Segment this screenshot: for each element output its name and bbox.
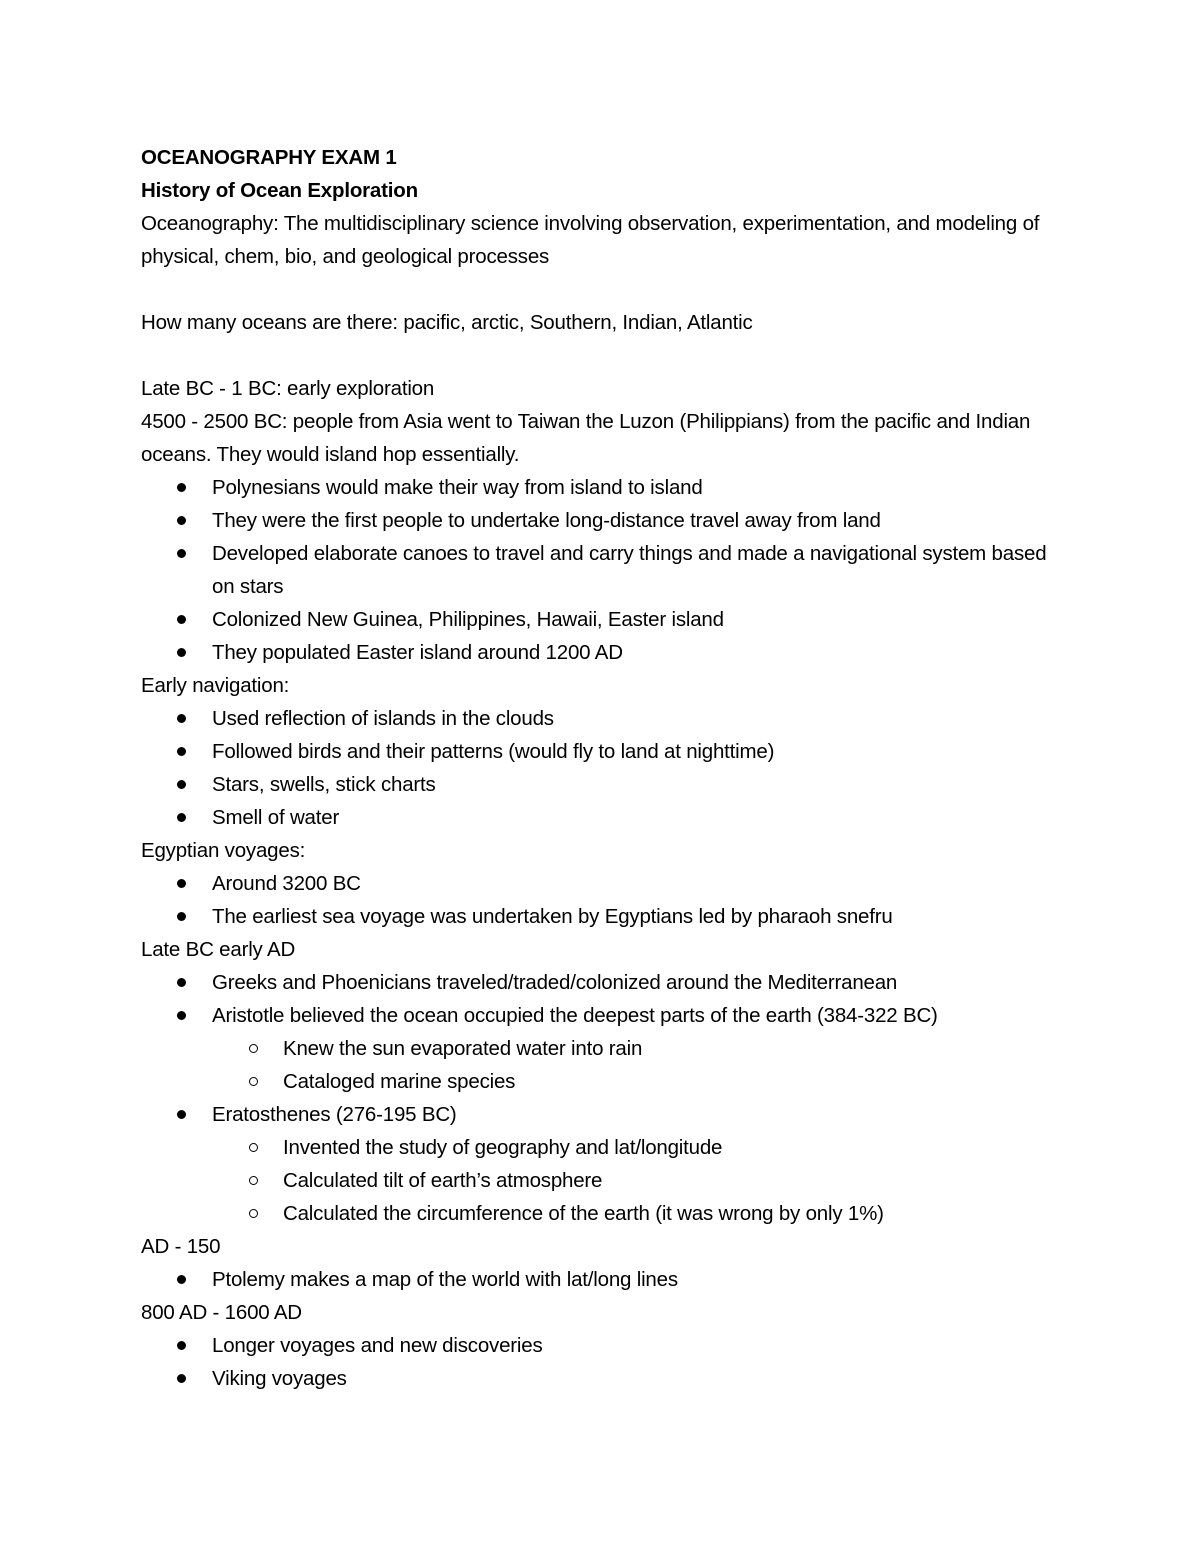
bullet-icon (177, 549, 186, 558)
bullet-icon (177, 879, 186, 888)
bullet-icon (177, 978, 186, 987)
egyptian-voyages-list (141, 867, 1061, 933)
bullet-icon (177, 813, 186, 822)
oceans-question: How many oceans are there: pacific, arctic, Southern, Indian, Atlantic (141, 311, 753, 334)
hollow-bullet-icon (249, 1209, 258, 1218)
list-item: Viking voyages (141, 1362, 1052, 1395)
sub-list-item: Cataloged marine species (141, 1065, 1061, 1098)
document-title: OCEANOGRAPHY EXAM 1 (141, 146, 397, 169)
ad-150-list (141, 1263, 1061, 1296)
bullet-icon (177, 714, 186, 723)
early-navigation-list (141, 702, 1061, 834)
bullet-icon (177, 912, 186, 921)
hollow-bullet-icon (249, 1143, 258, 1152)
section-heading-late-bc-early-ad: Late BC early AD (141, 938, 296, 961)
list-item: The earliest sea voyage was undertaken by Egyptians led by pharaoh snefru (141, 900, 1052, 933)
hollow-bullet-icon (249, 1077, 258, 1086)
list-item: Used reflection of islands in the clouds (141, 702, 1052, 735)
bullet-icon (177, 648, 186, 657)
bullet-icon (177, 780, 186, 789)
bullet-icon (177, 747, 186, 756)
sub-list-item: Invented the study of geography and lat/longitude (141, 1131, 1061, 1164)
blank-line (141, 273, 1061, 306)
section-heading-ad-150: AD - 150 (141, 1235, 221, 1258)
bullet-icon (177, 1374, 186, 1383)
list-item: Colonized New Guinea, Philippines, Hawaii, Easter island (141, 603, 1052, 636)
early-exploration-list (141, 471, 1061, 669)
list-item: Developed elaborate canoes to travel and carry things and made a navigational system based on stars (141, 537, 1052, 603)
bullet-icon (177, 1275, 186, 1284)
bullet-icon (177, 516, 186, 525)
late-bc-early-ad-list (141, 966, 1061, 1230)
early-exploration-intro: 4500 - 2500 BC: people from Asia went to Taiwan the Luzon (Philippians) from the pacific and Indian oceans. They would island hop essentially. (141, 410, 1031, 466)
bullet-icon (177, 1341, 186, 1350)
blank-line (141, 339, 1061, 372)
document-subtitle: History of Ocean Exploration (141, 179, 418, 202)
bullet-icon (177, 615, 186, 624)
list-item: Greeks and Phoenicians traveled/traded/colonized around the Mediterranean (141, 966, 1052, 999)
list-item: They populated Easter island around 1200 AD (141, 636, 1052, 669)
ad-800-1600-list (141, 1329, 1061, 1395)
hollow-bullet-icon (249, 1044, 258, 1053)
list-item: Followed birds and their patterns (would fly to land at nighttime) (141, 735, 1052, 768)
list-item: Eratosthenes (276-195 BC) (141, 1098, 1052, 1131)
section-heading-early-exploration: Late BC - 1 BC: early exploration (141, 377, 435, 400)
list-item: Aristotle believed the ocean occupied the deepest parts of the earth (384-322 BC) (141, 999, 1052, 1032)
list-item: Polynesians would make their way from island to island (141, 471, 1052, 504)
section-heading-early-navigation: Early navigation: (141, 674, 290, 697)
list-item: Around 3200 BC (141, 867, 1052, 900)
document-body (141, 141, 1061, 1395)
bullet-icon (177, 1011, 186, 1020)
list-item: Stars, swells, stick charts (141, 768, 1052, 801)
sub-list-item: Calculated the circumference of the earth (it was wrong by only 1%) (141, 1197, 1061, 1230)
list-item: Ptolemy makes a map of the world with lat/long lines (141, 1263, 1052, 1296)
list-item: They were the first people to undertake long-distance travel away from land (141, 504, 1052, 537)
list-item: Smell of water (141, 801, 1052, 834)
hollow-bullet-icon (249, 1176, 258, 1185)
oceanography-definition: Oceanography: The multidisciplinary science involving observation, experimentation, and modeling of physical, chem, bio, and geological processes (141, 212, 1040, 268)
sub-list-item: Calculated tilt of earth’s atmosphere (141, 1164, 1061, 1197)
bullet-icon (177, 1110, 186, 1119)
list-item: Longer voyages and new discoveries (141, 1329, 1052, 1362)
bullet-icon (177, 483, 186, 492)
section-heading-egyptian-voyages: Egyptian voyages: (141, 839, 306, 862)
section-heading-800-1600-ad: 800 AD - 1600 AD (141, 1301, 302, 1324)
sub-list-item: Knew the sun evaporated water into rain (141, 1032, 1061, 1065)
